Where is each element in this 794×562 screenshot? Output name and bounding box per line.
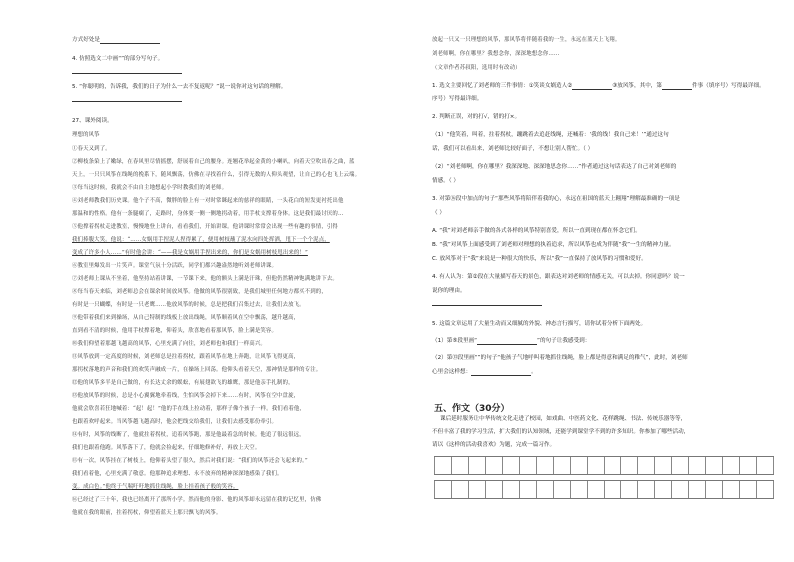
right-text-line	[432, 177, 459, 185]
left-text-line	[72, 117, 113, 125]
right-column	[420, 0, 794, 562]
left-text-line	[72, 444, 260, 452]
line-text: ⑤他撑着拐杖走进教室，慢慢地登上讲台，看看我们，开始讲课。他讲课时常常会出现一些有趣的事情，引得	[72, 224, 338, 230]
grid-cell[interactable]	[451, 481, 468, 498]
grid-cell[interactable]	[722, 457, 739, 474]
left-text-line	[72, 353, 299, 361]
grid-cell[interactable]	[519, 457, 536, 474]
grid-cell[interactable]	[620, 457, 637, 474]
line-text-after: 件事（填序号）写得最详细。	[691, 83, 765, 89]
right-text-line	[440, 415, 686, 423]
line-text: A. “我”对刘老师亲手做的各式各样的风筝特别喜爱，所以一直到现在都在怀念它们。	[432, 228, 641, 234]
left-text-line	[72, 55, 163, 63]
grid-row	[434, 481, 774, 498]
left-text-line	[72, 288, 327, 296]
line-text: ②柳枝条染上了嫩绿，在春风里尽情摇摆，舒展着自己的腰身。连翘花举起金黄的小喇叭，向着天空吹出春之曲，蓝	[72, 159, 355, 165]
right-text-line	[432, 64, 521, 72]
answer-blank[interactable]	[471, 369, 531, 376]
line-text: ⑯已经过了三十年，我也已经离开了那所小学。然而他的身影、他的风筝却永远留在我的记忆里，仿佛	[72, 497, 322, 503]
line-text: ⑧每当春天来临，刘老师总会在课余时间放风筝。他做的风筝很别致，是我们城里任何地方都买不到的，	[72, 289, 327, 295]
left-text-line	[72, 131, 100, 139]
left-text-line	[72, 275, 338, 283]
right-text-line	[432, 131, 669, 139]
line-text: B. “我”对风筝上面感受到了刘老师对理想的执着追求，所以风筝也成为伴随“我”一生的精神力量。	[432, 242, 675, 248]
left-text-line	[72, 249, 308, 257]
right-text-line	[432, 287, 466, 295]
line-text: 2. 判断正误，对的打√，错的打×。	[432, 114, 521, 120]
right-text-line	[432, 241, 675, 249]
grid-cell[interactable]	[705, 481, 722, 498]
line-text: 我们也跟着他跑。风筝落下了，他就会捡起来，仔细地修补好，再放上天空。	[72, 445, 261, 451]
line-text: （1）第⑤段里画“	[432, 338, 478, 344]
left-text-line	[72, 327, 277, 335]
left-text-line	[72, 36, 160, 44]
line-text: （2）“刘老师啊，你在哪里？我深深地、深深地思念你……”作者通过这句话表达了自己对刘老师的	[432, 164, 677, 170]
grid-cell[interactable]	[502, 481, 519, 498]
grid-cell[interactable]	[485, 481, 502, 498]
line-text: 方式好处是	[72, 37, 100, 43]
line-text-after: ”的句子让我感受到：	[537, 338, 591, 344]
left-text-line	[72, 145, 111, 153]
line-text: 刘老师啊，你在哪里？我想念你，深深地想念你……	[432, 51, 560, 57]
right-text-line	[432, 113, 520, 121]
grid-cell[interactable]	[739, 481, 756, 498]
grid-cell[interactable]	[688, 457, 705, 474]
grid-cell[interactable]	[536, 457, 553, 474]
grid-cell[interactable]	[604, 457, 621, 474]
line-text: 序号）写得最详细。	[432, 96, 483, 102]
line-text: 变成了许多小人……”有时他会讲：“——我是女娲用手捏出来的，你们是女娲用树枝甩出来的！”	[72, 250, 308, 256]
line-text: 放起一只又一只理想的风筝，那风筝将伴随着我的一生，永远在蓝天上飞翔。	[432, 37, 621, 43]
line-text: ⑬他放风筝的时候，总是小心翼翼地牵着线，生怕风筝会掉下来……有时，风筝在空中盘旋，	[72, 393, 300, 399]
grid-cell[interactable]	[705, 457, 722, 474]
grid-row	[434, 457, 774, 474]
line-text: ⑮有一次，风筝挂在了树枝上，他仰着头望了很久，然后对我们说：“我们的风筝还会飞起来的。”	[72, 458, 308, 464]
grid-cell[interactable]	[722, 481, 739, 498]
line-text: 27、课外阅读。	[72, 118, 113, 124]
right-text-line	[432, 82, 782, 90]
grid-cell[interactable]	[671, 457, 688, 474]
line-text: 话，我们可以看出来，刘老师比较好面子，不想让别人帮忙。（ ）	[432, 146, 594, 152]
grid-cell[interactable]	[671, 481, 688, 498]
grid-cell[interactable]	[756, 481, 774, 498]
left-text-line	[72, 483, 238, 491]
line-text: ⑨他带着我们来到操场，从自己特制的线板上放出线绳，风筝顺着风在空中飘荡，越升越高，	[72, 315, 300, 321]
right-text-line	[432, 163, 676, 171]
line-text: 我们看着他，心里充满了敬意。他那种追求理想、永不放弃的精神深深地感染了我们。	[72, 471, 283, 477]
answer-line[interactable]	[432, 305, 542, 306]
line-text: 有时是一只蝴蝶，有时是一只老鹰……他放风筝的时候，总是把我们召集过去，让我们去放飞。	[72, 302, 305, 308]
grid-cell[interactable]	[536, 481, 553, 498]
answer-line[interactable]	[72, 101, 182, 102]
line-text: ⑩我们仰望着那越飞越高的风筝，心里充满了向往，刘老师也和我们一样高兴。	[72, 341, 266, 347]
grid-cell[interactable]	[434, 481, 451, 498]
left-text-line	[72, 301, 305, 309]
right-text-line	[432, 195, 680, 203]
right-text-line	[432, 209, 445, 217]
grid-cell[interactable]	[570, 481, 587, 498]
grid-cell[interactable]	[519, 481, 536, 498]
left-text-line	[72, 366, 321, 374]
line-text: ⑪风筝放到一定高度的时候，刘老师总是拄着拐杖，跟着风筝在地上奔跑，让风筝飞得更高，	[72, 354, 300, 360]
grid-cell[interactable]	[553, 457, 570, 474]
composition-section-title: 五、作文（30分）	[434, 404, 510, 414]
line-text: 我们捧腹大笑。他说：“……女娲用手捏泥人捏得累了，便用树枝蘸了泥水向四处挥洒，甩下一个个泥点，	[72, 237, 330, 243]
line-text: 他就会欣喜若狂地喊着：“起！起！”他的手在线上拉动着，那样子像个孩子一样。我们看着他，	[72, 406, 305, 412]
composition-grid	[434, 480, 774, 499]
grid-cell[interactable]	[637, 457, 654, 474]
line-text: 不但丰富了我的学习生活，扩大我们的认知领域，还能学到课堂学不到的许多知识。你参加了哪些活动，	[432, 429, 690, 435]
left-text-line	[72, 496, 321, 504]
line-text: 那温和的性格。他有一条腿瘸了，走路时，身体要一侧一侧地拐动着，用手杖支撑着身体。这是我们最讨厌的…	[72, 211, 344, 217]
line-text: ⑦刘老师上课从不坐着，他坚持站着讲课，一节课下来，他的额头上满是汗珠，但他仍然精神饱满地讲下去。	[72, 276, 338, 282]
line-text: C. 放风筝对于“我”来说是一种很大的快乐，所以“我”一直保持了放风筝的习惯和爱好。	[432, 256, 647, 262]
left-text-line	[72, 83, 286, 91]
line-text: ④刘老师教我们历史课。他个子不高，微胖的脸上有一对时常眯起来的慈祥的眼睛，一头花白的短发更衬托出他	[72, 198, 344, 204]
line-text: ⑥教室里爆发出一片笑声。课堂气氛十分活跃，同学们都兴趣盎然地听刘老师讲课。	[72, 263, 278, 269]
line-text: 4. 仿照选文二中画“”的部分写句子。	[72, 56, 164, 62]
grid-cell[interactable]	[587, 481, 604, 498]
left-text-line	[72, 509, 222, 517]
left-text-line	[72, 340, 266, 348]
grid-cell[interactable]	[587, 457, 604, 474]
right-text-line	[432, 227, 641, 235]
line-text: 变。成白色。”他终于气喘吁吁地抓住线绳，脸上挂着孩子般的笑容。	[72, 484, 239, 490]
grid-cell[interactable]	[637, 481, 654, 498]
grid-cell[interactable]	[620, 481, 637, 498]
left-text-line	[72, 184, 227, 192]
left-text-line	[72, 223, 338, 231]
right-text-line	[432, 145, 593, 153]
right-text-line	[432, 368, 537, 376]
grid-cell[interactable]	[756, 457, 774, 474]
line-text-after: ③放风筝，其中，第	[612, 83, 662, 89]
line-text-after: 。	[531, 369, 537, 375]
line-text: ⑭有时，风筝的线断了，他就拄着拐杖，追着风筝跑，那是他最着急的时候。他追了很远很远，	[72, 432, 305, 438]
right-text-line	[432, 36, 620, 44]
right-text-line	[432, 337, 590, 345]
left-text-line	[72, 262, 277, 270]
grid-cell[interactable]	[468, 457, 485, 474]
left-text-line	[72, 197, 344, 205]
right-text-line	[432, 95, 482, 103]
grid-cell[interactable]	[434, 457, 451, 474]
line-text: （2）第⑬段里画“”的句子“他孩子气地呼叫着地抓住线绳，脸上都是得意和满足的稚气”，此时，刘老师	[432, 355, 688, 361]
left-text-line	[72, 457, 308, 465]
left-text-line	[72, 379, 294, 387]
line-text: 4. 有人认为：第②段在大量描写春天的景色，跟表达对刘老师的情感无关，可以去掉。你同意吗？说一	[432, 274, 685, 280]
answer-line[interactable]	[72, 73, 182, 74]
composition-grid	[434, 456, 774, 475]
line-text: 说你的理由。	[432, 288, 466, 294]
answer-blank[interactable]	[477, 338, 537, 345]
grid-cell[interactable]	[468, 481, 485, 498]
grid-cell[interactable]	[654, 457, 671, 474]
line-text: 5. 这篇文章运用了大量生动而又细腻的外貌、神态言行描写，请你试着分析下面两处。	[432, 321, 647, 327]
line-text: 他就在我的眼前，拄着拐杖，仰望着蓝天上那只飘飞的风筝。	[72, 510, 222, 516]
line-text: 5. “你聪明的，告诉我，我们的日子为什么一去不复返呢？”说一说你对这句话的理解。	[72, 84, 287, 90]
line-text: 也跟着欢呼起来。当风筝越飞越高时，他会把线交给我们，让我们去感受那份牵引。	[72, 419, 278, 425]
grid-cell[interactable]	[570, 457, 587, 474]
grid-cell[interactable]	[654, 481, 671, 498]
answer-blank[interactable]	[572, 83, 612, 90]
right-text-line	[432, 50, 559, 58]
left-text-line	[72, 158, 355, 166]
left-text-line	[72, 236, 330, 244]
line-text: 理想的风筝	[72, 132, 100, 138]
line-text: （文章作者苏叔阳，选用时有改动）	[432, 65, 521, 71]
grid-cell[interactable]	[739, 457, 756, 474]
line-text: 直到看不清的时候，他用手杖撑着地，仰着头，欣喜地看着那风筝，脸上满是笑容。	[72, 328, 278, 334]
line-text: 3. 对第⑯段中加点的句子“那些风筝将陪伴着我的心，永远在祖国的蓝天上翱翔”理解最准确的一项是	[432, 196, 680, 202]
grid-cell[interactable]	[502, 457, 519, 474]
line-text: 情感。（ ）	[432, 178, 459, 184]
line-text: 课后延时服务让中华传统文化走进了校园，如戏曲、中医药文化、花样跳绳、书法、传统乐器等等，	[440, 416, 687, 422]
line-text: 请以《这样的活动我喜欢》为题，完成一篇习作。	[432, 442, 556, 448]
line-text: 心里会这样想：	[432, 369, 472, 375]
left-text-line	[72, 418, 277, 426]
line-text: 天上，一只只风筝在线绳的挽系下，随风飘荡，仿佛在寻找着什么，引得无数的人仰头观望，让自己的心也飞上云端。	[72, 172, 361, 178]
line-text: ⑫他的风筝多半是自己做的，有长达丈余的蜈蚣，有展翅欲飞的雄鹰，那是他亲手扎制的，	[72, 380, 294, 386]
line-text: （1）“他笑着，叫着，拄着拐杖，蹦跳着去追赶线绳，还喊着：‘我的线！我自己来！’”通过这句	[432, 132, 669, 138]
left-text-line	[72, 470, 283, 478]
right-text-line	[432, 320, 646, 328]
left-text-line	[72, 405, 305, 413]
right-text-line	[432, 428, 689, 436]
left-text-line	[72, 171, 360, 179]
right-text-line	[432, 354, 688, 362]
left-text-line	[72, 431, 305, 439]
line-text: ①春天又到了。	[72, 146, 111, 152]
grid-cell[interactable]	[485, 457, 502, 474]
left-text-line	[72, 392, 299, 400]
left-text-line	[72, 210, 344, 218]
line-text: ③每当这时候，我就会不由自主地想起小学时教我们的刘老师。	[72, 185, 228, 191]
line-text: （ ）	[432, 210, 445, 216]
right-text-line	[432, 441, 555, 449]
left-text-line	[72, 314, 299, 322]
line-text: 那拐杖落地的声音和我们的欢笑声融成一片，在操场上回荡。他仰头看着天空，那神情是那样的专注。	[72, 367, 322, 373]
answer-blank[interactable]	[100, 37, 160, 44]
grid-cell[interactable]	[688, 481, 705, 498]
right-text-line	[432, 273, 685, 281]
answer-blank[interactable]	[662, 83, 692, 90]
right-text-line	[432, 255, 647, 263]
grid-cell[interactable]	[553, 481, 570, 498]
grid-cell[interactable]	[451, 457, 468, 474]
line-text: 1. 选文主要回忆了刘老师的三件事情：①笑谈女娲造人②	[432, 83, 573, 89]
grid-cell[interactable]	[604, 481, 621, 498]
